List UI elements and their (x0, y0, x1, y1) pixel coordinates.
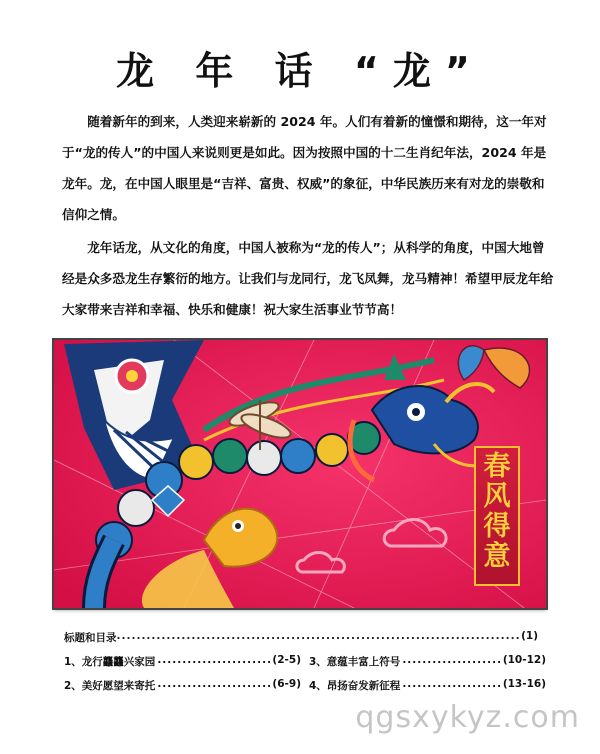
toc-entry-1[interactable]: 1、龙行龘龘兴家园 ..... (2-5) (64, 654, 301, 669)
toc-heading: 标题和目录 (64, 632, 117, 644)
intro-paragraph: 随着新年的到来，人类迎来崭新的 2024 年。人们有着新的憧憬和期待，这一年对于“龙的传人”的中国人来说则更是如此。因为按照中国的十二生肖纪年法，2024 年是龙年。龙，在中国人眼里是“吉祥、富贵、权威”的象征，中华民族历来有对龙的崇敬和信仰之情。 (62, 114, 547, 222)
toc-entry-4[interactable]: 4、昂扬奋发新征程 ..... (13-16) (301, 678, 546, 693)
toc-row (64, 654, 546, 669)
toc-heading-page: (1) (521, 630, 538, 642)
seal-char-2: 风 (483, 481, 511, 512)
page-title: 龙 年 话 “龙” (116, 49, 484, 93)
toc-row (64, 678, 546, 693)
seal-chunfengdeyi (474, 446, 520, 586)
seal-char-1: 春 (483, 451, 511, 482)
toc-leader (117, 630, 522, 645)
closing-paragraph: 龙年话龙，从文化的角度，中国人被称为“龙的传人”；从科学的角度，中国大地曾经是众多恐龙生存繁衍的地方。让我们与龙同行，龙飞凤舞，龙马精神！希望甲辰龙年给大家带来吉祥和幸福、快乐和健康！祝大家生活事业节节高！ (62, 240, 554, 317)
kite-artwork-svg (54, 340, 546, 608)
seal-char-4: 意 (483, 541, 511, 572)
seal-char-3: 得 (483, 511, 511, 542)
toc-entry-3[interactable]: 3、意蕴丰富上符号 ..... (10-12) (301, 654, 546, 669)
toc-entry-2[interactable]: 2、美好愿望来寄托 ..... (6-9) (64, 678, 301, 693)
site-watermark: qgsxykyz.com (355, 700, 580, 735)
dragon-kite-illustration (54, 340, 546, 608)
toc-heading-row (64, 630, 538, 645)
